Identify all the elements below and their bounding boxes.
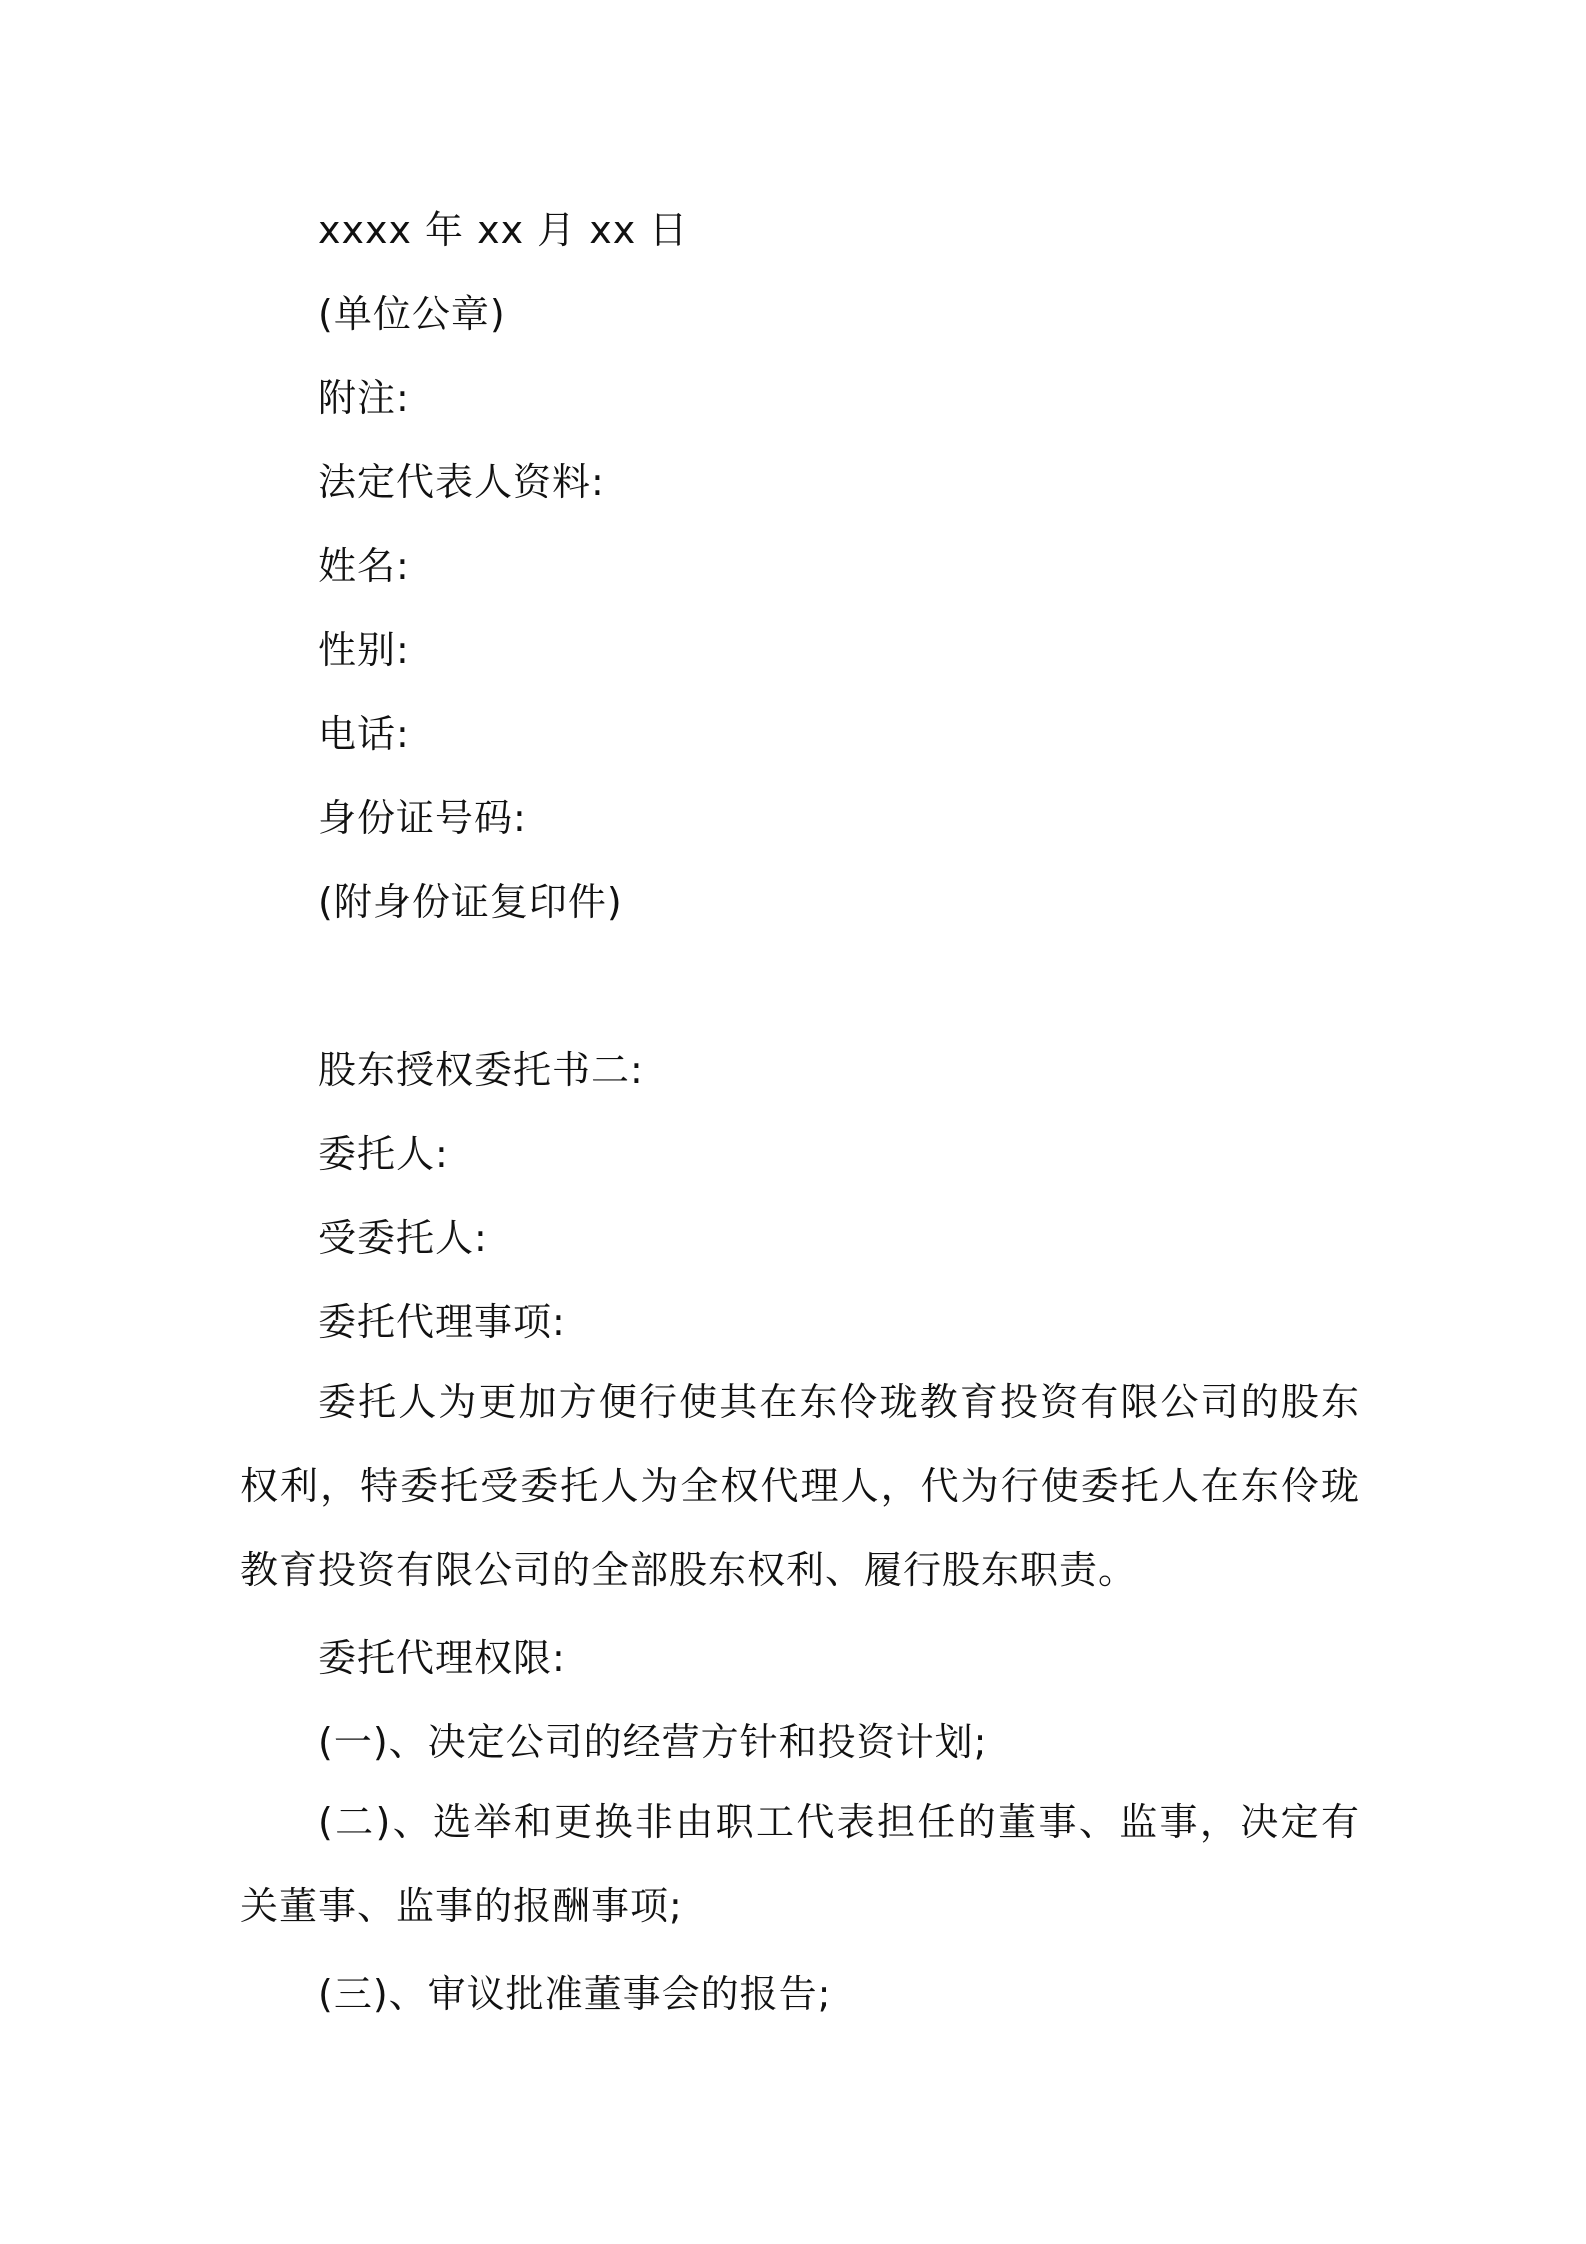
seal-line: (单位公章) [318, 292, 506, 336]
id-copy-line: (附身份证复印件) [318, 880, 623, 924]
principal-line: 委托人: [318, 1132, 449, 1176]
phone-line: 电话: [318, 712, 410, 756]
gender-line: 性别: [318, 628, 410, 672]
section-title: 股东授权委托书二: [318, 1048, 644, 1092]
matters-line: 委托代理事项: [318, 1300, 566, 1344]
authority-heading: 委托代理权限: [318, 1636, 566, 1680]
note-line: 附注: [318, 376, 410, 420]
legal-rep-info-line: 法定代表人资料: [318, 460, 605, 504]
authority-item-2: (二)、选举和更换非由职工代表担任的董事、监事，决定有关董事、监事的报酬事项; [240, 1800, 1360, 1928]
name-line: 姓名: [318, 544, 410, 588]
authority-item-1: (一)、决定公司的经营方针和投资计划; [318, 1720, 988, 1764]
authority-item-3: (三)、审议批准董事会的报告; [318, 1972, 832, 2016]
agent-line: 受委托人: [318, 1216, 488, 1260]
date-line: xxxx 年 xx 月 xx 日 [318, 208, 689, 252]
id-number-line: 身份证号码: [318, 796, 527, 840]
main-paragraph: 委托人为更加方便行使其在东伶珑教育投资有限公司的股东权利，特委托受委托人为全权代理人，代为行使委托人在东伶珑教育投资有限公司的全部股东权利、履行股东职责。 [240, 1380, 1360, 1592]
